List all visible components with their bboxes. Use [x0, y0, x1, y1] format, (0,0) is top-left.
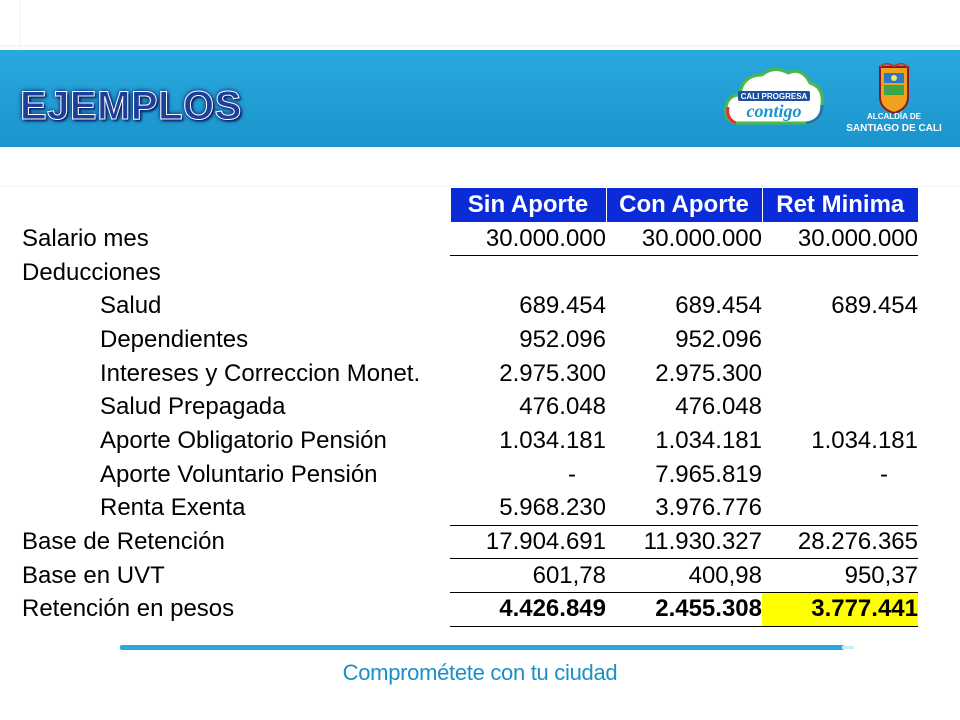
cali-progresa-logo — [722, 61, 826, 133]
table-row — [22, 390, 918, 424]
cell-value — [762, 323, 918, 357]
cell-value: 3.976.776 — [655, 494, 762, 522]
row-label: Aporte Voluntario Pensión — [100, 460, 378, 488]
row-label: Base en UVT — [22, 561, 165, 589]
cell-value: 950,37 — [762, 559, 918, 593]
svg-text:contigo: contigo — [746, 101, 802, 121]
row-label: Renta Exenta — [100, 494, 246, 522]
column-header: Sin Aporte — [450, 188, 606, 222]
row-label: Salud — [100, 292, 162, 320]
cell-value — [762, 390, 918, 424]
table-row — [22, 525, 918, 559]
svg-text:CALI PROGRESA: CALI PROGRESA — [740, 92, 808, 101]
cell-value: 476.048 — [675, 393, 762, 421]
table-row — [22, 323, 918, 357]
cell-value: 1.034.181 — [655, 426, 762, 454]
seal-line1: ALCALDÍA DE — [867, 112, 921, 121]
cell-value: 2.975.300 — [499, 359, 606, 387]
cell-value: 952.096 — [675, 325, 762, 353]
cell-value: 4.426.849 — [450, 593, 606, 627]
table-row — [22, 458, 918, 492]
cell-value: 2.975.300 — [655, 359, 762, 387]
table-row — [22, 357, 918, 391]
table-row — [22, 424, 918, 458]
cell-value — [762, 492, 918, 526]
column-header: Con Aporte — [606, 188, 762, 222]
row-label: Intereses y Correccion Monet. — [100, 359, 421, 387]
table-row — [22, 492, 918, 526]
cell-value — [450, 256, 606, 290]
cell-value: 952.096 — [519, 325, 606, 353]
cell-value: - — [568, 460, 576, 488]
row-label: Deducciones — [22, 258, 161, 286]
cell-value: 17.904.691 — [450, 525, 606, 559]
cell-value: 30.000.000 — [450, 222, 606, 256]
retention-table — [22, 188, 918, 627]
table-row — [22, 222, 918, 256]
cell-value: 30.000.000 — [762, 222, 918, 256]
highlighted-cell-value: 3.777.441 — [762, 593, 918, 627]
cell-value: 2.455.308 — [606, 593, 762, 627]
footer-accent-line-end — [842, 646, 854, 649]
seal-line2: SANTIAGO DE CALI — [846, 123, 942, 134]
header-spacer — [22, 188, 450, 222]
cell-value: 11.930.327 — [606, 525, 762, 559]
column-header: Ret Minima — [762, 188, 918, 222]
cell-value: - — [880, 460, 888, 488]
row-label: Dependientes — [100, 325, 249, 353]
cell-value — [762, 357, 918, 391]
row-label: Base de Retención — [22, 528, 225, 556]
cell-value: 689.454 — [831, 292, 918, 320]
footer-slogan: Comprométete con tu ciudad — [342, 660, 618, 685]
cell-value: 400,98 — [606, 559, 762, 593]
table-row — [22, 559, 918, 593]
row-label: Salario mes — [22, 224, 149, 252]
row-label: Aporte Obligatorio Pensión — [100, 426, 387, 454]
page-title: EJEMPLOS — [20, 84, 242, 128]
cell-value: 476.048 — [519, 393, 606, 421]
cell-value: 5.968.230 — [499, 494, 606, 522]
table-row — [22, 593, 918, 627]
cell-value — [606, 256, 762, 290]
table-row — [22, 289, 918, 323]
cell-value — [762, 256, 918, 290]
table-header-row — [22, 188, 918, 222]
cell-value: 7.965.819 — [655, 460, 762, 488]
cell-value: 689.454 — [675, 292, 762, 320]
cell-value: 601,78 — [450, 559, 606, 593]
cell-value: 30.000.000 — [606, 222, 762, 256]
row-label: Salud Prepagada — [100, 393, 286, 421]
cell-value: 1.034.181 — [499, 426, 606, 454]
row-label: Retención en pesos — [22, 595, 235, 623]
footer-accent-line — [120, 645, 844, 650]
cell-value: 1.034.181 — [811, 426, 918, 454]
cell-value: 28.276.365 — [762, 525, 918, 559]
table-row — [22, 256, 918, 290]
cell-value: 689.454 — [519, 292, 606, 320]
